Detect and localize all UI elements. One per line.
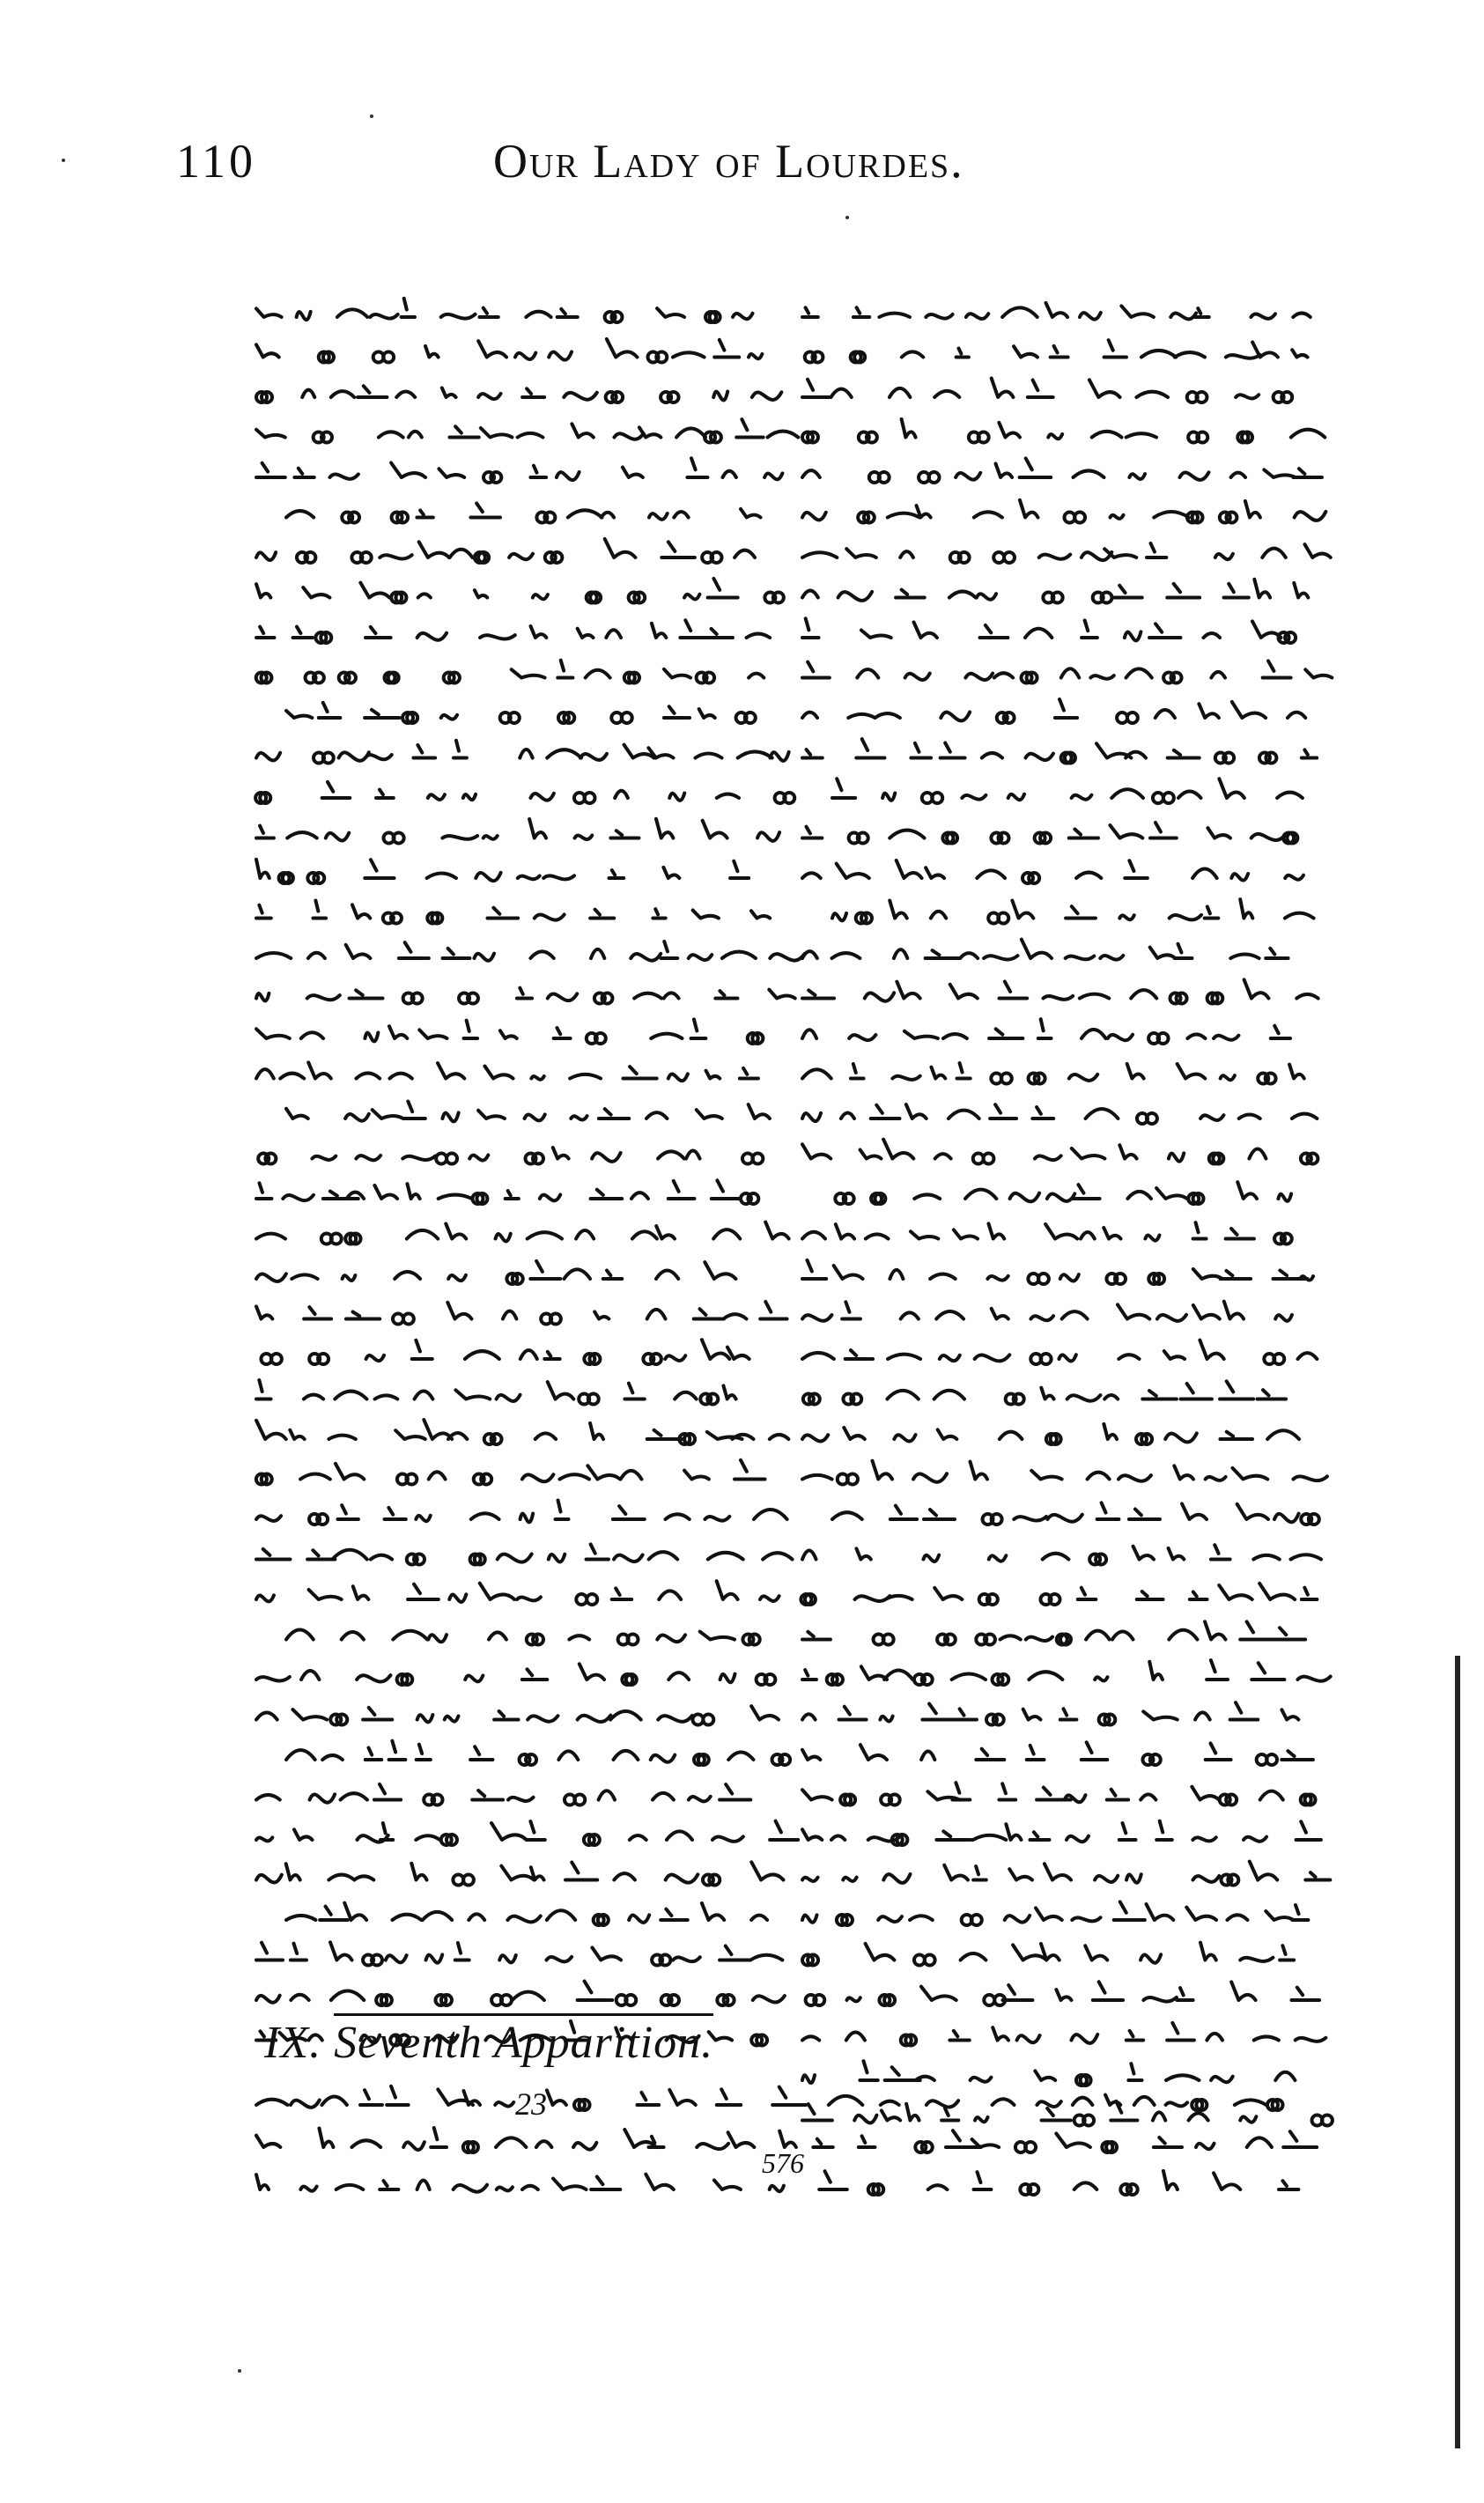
section-numeral: IX. [264, 2018, 322, 2068]
shorthand-column-right [797, 291, 1343, 2158]
inline-number: 576 [762, 2147, 804, 2179]
page-edge-shadow [1455, 1656, 1460, 2448]
date-number: 23 [515, 2086, 547, 2122]
print-speck [62, 159, 65, 162]
shorthand-column-left [251, 291, 806, 2087]
print-speck [370, 114, 373, 118]
print-speck [238, 2369, 241, 2373]
section-title: Seventh Apparition. [334, 2013, 713, 2068]
shorthand-strokes [255, 299, 804, 2046]
running-title: Our Lady of Lourdes. [493, 135, 964, 188]
section-heading [264, 2017, 713, 2069]
page-header [0, 123, 1484, 194]
page-number: 110 [176, 135, 256, 188]
shorthand-tail-lines [251, 2078, 1343, 2219]
shorthand-text-right [797, 291, 1343, 2158]
shorthand-text-left [251, 291, 806, 2087]
shorthand-strokes [801, 303, 1332, 2126]
print-speck [845, 216, 849, 219]
